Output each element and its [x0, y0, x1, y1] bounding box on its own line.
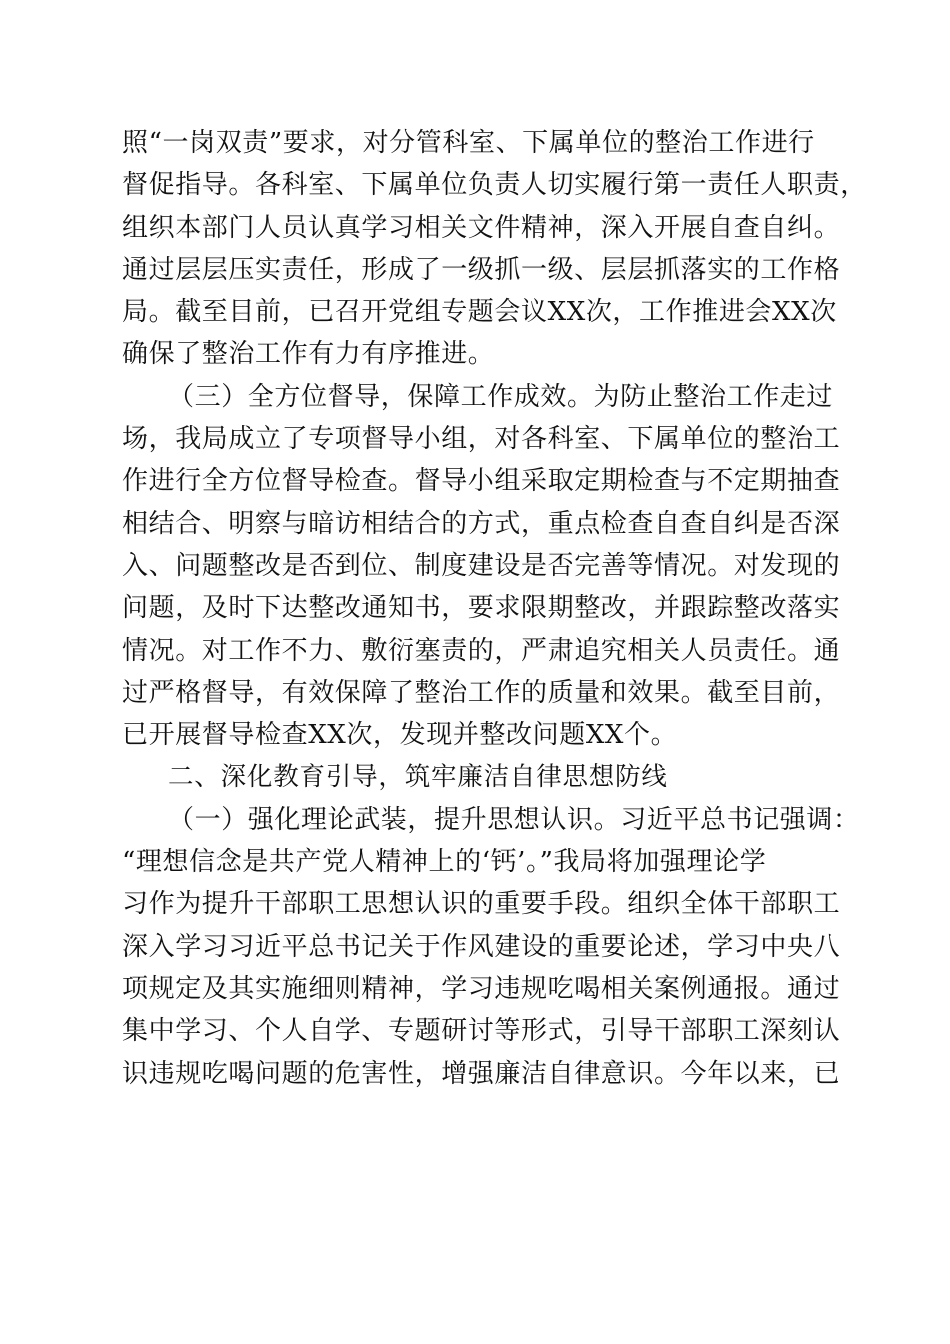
section-heading: 二、深化教育引导，筑牢廉洁自律思想防线: [168, 762, 668, 793]
text-line: 照“一岗双责”要求，对分管科室、下属单位的整治工作进行: [122, 128, 815, 158]
document-body: [122, 122, 867, 1095]
text-line: 场，我局成立了专项督导小组，对各科室、下属单位的整治工: [122, 424, 841, 455]
text-line: 组织本部门人员认真学习相关文件精神，深入开展自查自纠。: [122, 212, 841, 243]
text-line: （一）强化理论武装，提升思想认识。习近平总书记强调：: [168, 804, 860, 835]
text-line: 已开展督导检查XX次，发现并整改问题XX个。: [122, 720, 678, 751]
paragraph-theory-study: [122, 799, 860, 1095]
text-line: （三）全方位督导，保障工作成效。为防止整治工作走过: [168, 381, 834, 412]
text-line: 情况。对工作不力、敷衍塞责的，严肃追究相关人员责任。通: [122, 635, 841, 666]
text-line: 通过层层压实责任，形成了一级抓一级、层层抓落实的工作格: [122, 254, 841, 285]
text-line: 确保了整治工作有力有序推进。: [122, 339, 495, 370]
text-line: 入、问题整改是否到位、制度建设是否完善等情况。对发现的: [122, 550, 841, 581]
text-line: 相结合、明察与暗访相结合的方式，重点检查自查自纠是否深: [122, 508, 841, 539]
text-line: 识违规吃喝问题的危害性，增强廉洁自律意识。今年以来，已: [122, 1058, 841, 1089]
text-line: 过严格督导，有效保障了整治工作的质量和效果。截至目前，: [122, 677, 841, 708]
text-line: 问题，及时下达整改通知书，要求限期整改，并跟踪整改落实: [122, 593, 841, 624]
text-line: 局。截至目前，已召开党组专题会议XX次，工作推进会XX次: [122, 297, 837, 328]
text-line: “理想信念是共产党人精神上的‘钙’。”我局将加强理论学: [122, 847, 767, 878]
text-line: 督促指导。各科室、下属单位负责人切实履行第一责任人职责，: [122, 170, 867, 201]
section-heading-2: [122, 756, 834, 798]
paragraph-responsibility-continuation: [122, 122, 867, 376]
text-line: 习作为提升干部职工思想认识的重要手段。组织全体干部职工: [122, 889, 841, 920]
text-line: 深入学习习近平总书记关于作风建设的重要论述，学习中央八: [122, 931, 841, 962]
text-line: 集中学习、个人自学、专题研讨等形式，引导干部职工深刻认: [122, 1016, 841, 1047]
text-line: 作进行全方位督导检查。督导小组采取定期检查与不定期抽查: [122, 466, 841, 497]
paragraph-supervision: [122, 376, 841, 757]
text-line: 项规定及其实施细则精神，学习违规吃喝相关案例通报。通过: [122, 973, 841, 1004]
